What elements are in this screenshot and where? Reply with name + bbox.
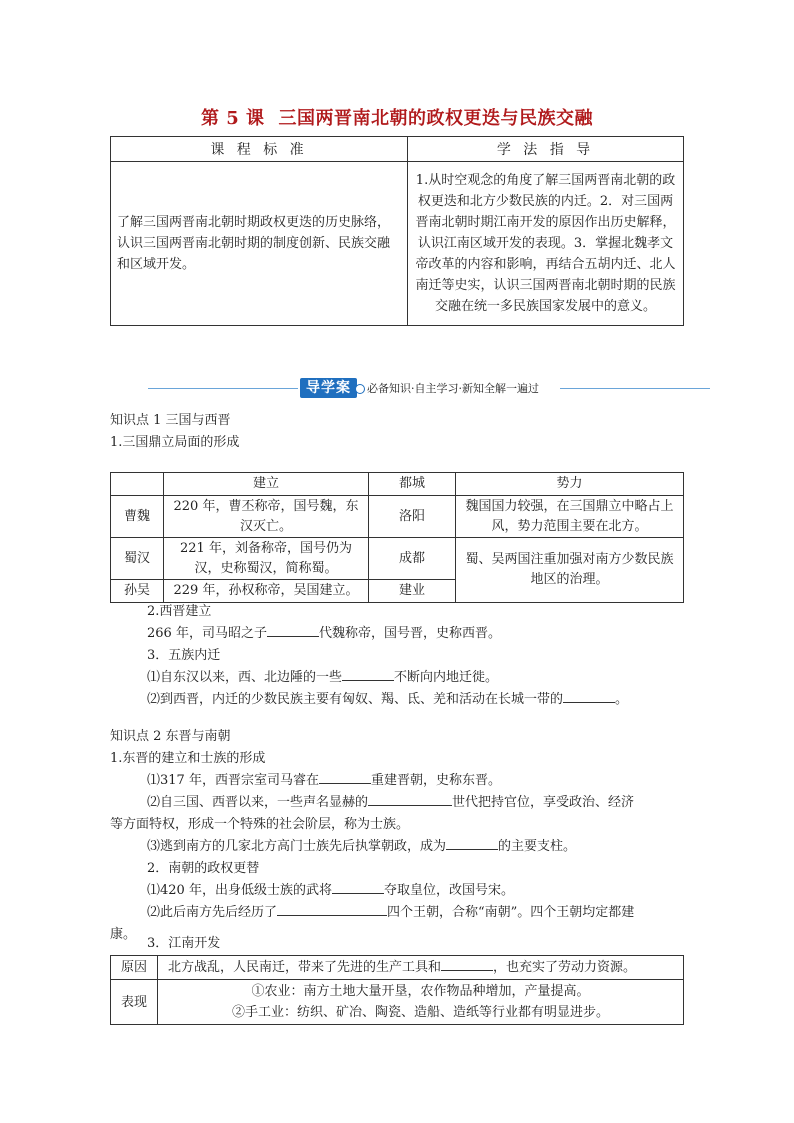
kp1-sub3-1: ⑴自东汉以来，西、北边陲的一些 不断向内地迁徙。 — [147, 670, 499, 685]
jiangnan-development-table — [110, 955, 684, 1025]
kp2-sub1-1: ⑴317 年，西晋宗室司马睿在 重建晋朝，史称东晋。 — [147, 773, 501, 788]
banner-line-left — [148, 388, 298, 389]
table-row — [111, 538, 684, 580]
answer-blank[interactable] — [563, 690, 615, 703]
answer-blank[interactable] — [446, 837, 498, 850]
answer-blank[interactable] — [368, 793, 452, 806]
banner-dot-icon — [355, 384, 365, 394]
table-row — [111, 496, 684, 538]
capital-cell: 建业 — [369, 580, 456, 603]
guidance-header: 学 法 指 导 — [408, 137, 684, 162]
lesson-topic: 三国两晋南北朝的政权更迭与民族交融 — [278, 108, 594, 129]
kp2-sub1-3: ⑶逃到南方的几家北方高门士族先后执掌朝政，成为 的主要支柱。 — [147, 839, 577, 854]
reason-label: 原因 — [111, 956, 158, 980]
kp2-sub3: 3．江南开发 — [147, 936, 221, 951]
kp2-sub1-2: ⑵自三国、西晋以来，一些声名显赫的 世代把持官位，享受政治、经济 — [147, 795, 635, 810]
founding-cell: 221 年，刘备称帝，国号仍为汉，史称蜀汉，简称蜀。 — [164, 538, 369, 580]
handicraft-line: ②手工业：纺织、矿冶、陶瓷、造船、造纸等行业都有明显进步。 — [231, 1005, 609, 1020]
power-cell: 魏国国力较强，在三国鼎立中略占上风，势力范围主要在北方。 — [456, 496, 684, 538]
kp2-sub1-2-cont: 等方面特权，形成一个特殊的社会阶层，称为士族。 — [110, 817, 410, 832]
standards-cell: 了解三国两晋南北朝时期政权更迭的历史脉络，认识三国两晋南北朝时期的制度创新、民族交融和区域开发。 — [111, 162, 408, 326]
kp1-sub2-text: 266 年，司马昭之子 代魏称帝，国号晋，史称西晋。 — [147, 626, 501, 641]
col-capital-header: 都城 — [369, 473, 456, 496]
standards-header: 课 程 标 准 — [111, 137, 408, 162]
founding-cell: 229 年，孙权称帝，吴国建立。 — [164, 580, 369, 603]
kp2-sub2-1: ⑴420 年，出身低级士族的武将 夺取皇位，改国号宋。 — [147, 883, 514, 898]
answer-blank[interactable] — [267, 624, 319, 637]
guide-banner-text: 必备知识·自主学习·新知全解一遍过 — [367, 382, 539, 395]
kp1-title: 知识点 1 三国与西晋 — [110, 413, 231, 428]
power-cell: 蜀、吴两国注重加强对南方少数民族地区的治理。 — [456, 538, 684, 603]
kp1-sub1: 1.三国鼎立局面的形成 — [110, 435, 240, 450]
kp1-sub3-2: ⑵到西晋，内迁的少数民族主要有匈奴、羯、氐、羌和活动在长城一带的 。 — [147, 692, 629, 707]
kp2-sub2-2-cont: 康。 — [110, 927, 137, 942]
answer-blank[interactable] — [332, 881, 384, 894]
corner-cell — [111, 473, 164, 496]
state-name: 蜀汉 — [111, 538, 164, 580]
guidance-cell: 1.从时空观念的角度了解三国两晋南北朝的政权更迭和北方少数民族的内迁。2．对三国两晋南北朝时期江南开发的原因作出历史解释，认识江南区域开发的表现。3．掌握北魏孝文帝改革的内容和影响，再结合五胡内迁、北人南迁等史实，认识三国两晋南北朝时期的民族交融在统一多民族国家发展中的意义。 — [408, 162, 684, 326]
banner-line-right — [560, 388, 710, 389]
performance-cell — [158, 980, 684, 1025]
performance-label: 表现 — [111, 980, 158, 1025]
reason-cell: 北方战乱，人民南迁，带来了先进的生产工具和 ，也充实了劳动力资源。 — [158, 956, 684, 980]
founding-cell: 220 年，曹丕称帝，国号魏，东汉灭亡。 — [164, 496, 369, 538]
agriculture-line: ①农业：南方土地大量开垦，农作物品种增加，产量提高。 — [251, 984, 590, 999]
kp2-sub2: 2．南朝的政权更替 — [147, 861, 260, 876]
col-power-header: 势力 — [456, 473, 684, 496]
kp2-title: 知识点 2 东晋与南朝 — [110, 729, 231, 744]
answer-blank[interactable] — [277, 903, 387, 916]
answer-blank[interactable] — [319, 771, 371, 784]
lesson-title — [0, 104, 794, 130]
kp1-sub2: 2.西晋建立 — [147, 604, 212, 619]
lesson-number: 第 5 课 — [200, 108, 265, 129]
capital-cell: 成都 — [369, 538, 456, 580]
col-founding-header: 建立 — [164, 473, 369, 496]
answer-blank[interactable] — [342, 668, 394, 681]
kp1-sub3: 3．五族内迁 — [147, 648, 221, 663]
kp2-sub2-2: ⑵此后南方先后经历了 四个王朝，合称“南朝”。四个王朝均定都建 — [147, 905, 635, 920]
state-name: 曹魏 — [111, 496, 164, 538]
curriculum-standards-table — [110, 136, 684, 326]
state-name: 孙吴 — [111, 580, 164, 603]
kp2-sub1: 1.东晋的建立和士族的形成 — [110, 751, 266, 766]
answer-blank[interactable] — [441, 958, 493, 971]
three-kingdoms-table — [110, 472, 684, 603]
guide-banner-tag: 导学案 — [300, 378, 357, 398]
capital-cell: 洛阳 — [369, 496, 456, 538]
